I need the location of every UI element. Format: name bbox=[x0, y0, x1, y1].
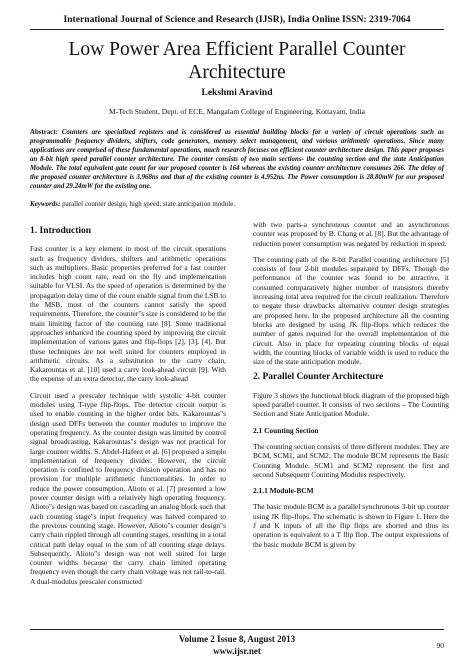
footer-volume: Volume 2 Issue 8, August 2013 bbox=[178, 634, 296, 644]
intro-paragraph-1: Fast counter is a key element in most of the circuit operations such as frequency dividers, shifters and arithmetic operations such as multipliers. Basic properties preferred for a fast counter includes high count rate, read on the fly and implementation suitable for VLSI. As the speed of operation is determined by the propagation delay time of the count enable signal from the LSB to the MSB, most of the counters cannot satisfy the speed requirements. Therefore, the counter"s size is considered to be the main limiting factor of the counting rate [8]. Some traditional approaches enhanced the counting speed by improving the circuit implementation of various gates and flip-flops [2], [3], [4]. But these techniques are not well suited for counters employed in arithmetic circuits. As a substitution to the carry chain, Kakarountas et al. [10] used a carry look-ahead circuit [9]. With the expense of an extra detector, the carry look-ahead bbox=[30, 244, 227, 384]
abstract bbox=[30, 128, 444, 191]
footer-rule bbox=[30, 629, 444, 630]
section-heading-architecture: 2. Parallel Counter Architecture bbox=[253, 372, 384, 383]
left-column bbox=[30, 227, 226, 593]
abstract-label: Abstract: bbox=[30, 129, 58, 136]
keywords bbox=[30, 200, 444, 208]
subsection-heading-counting: 2.1 Counting Section bbox=[253, 425, 319, 435]
section-heading-introduction: 1. Introduction bbox=[30, 226, 92, 236]
abstract-text: Counters are specialized registers and is considered as essential building blocks for a variety of circuit operations such as programmable frequency dividers, shifters, code generators, memory select management, and various arithmetic operations. Since many applications are comprised of these fundamental operations, much research focuses on efficient counter architecture design. This paper proposes an 8-bit high speed parallel counter architecture. The counter consists of two main sections- the counting section and the state Anticipation Module. The total equivalent gate count for our proposed counter is 164 whereas the existing counter architecture consumes 266. The delay of the proposed counter architecture is 3.968ns and that of the existing counter is 4.952ns. The Power consumption is 28.80mW for our proposed counter and 29.24mW for the existing one. bbox=[30, 129, 444, 190]
author-affiliation: M-Tech Student, Dept. of ECE, Mangalam College of Engineering, Kottayam, India bbox=[108, 107, 366, 116]
right-paragraph-2: The counting path of the 8-bit Parallel counting architecture [5] consists of four 2-bit modules separated by DFFs. Though the performance of the counter was found to be attractive, it consumed comparatively higher number of transistors thereby increasing total area required for the circuit realization. Therefore to negate these drawbacks alternative counter design strategies are proposed here. In the proposed architecture all the counting blocks are designed by using JK flip-flops which reduces the number of gates required for the overall implementation of the circuit. Also in place for repeating counting blocks of equal width, the counting blocks of variable width is used to reduce the size of the state anticipation module. bbox=[253, 254, 449, 367]
bcm-paragraph: The basic module BCM is a parallel synchronous 3-bit up counter using JK flip-flops. The schematic is shown in Figure 1. Here the J and K inputs of all the flip flops are shorted and thus its operation is equivalent to a T flip flop. The output expressions of the basic module BCM is given by bbox=[253, 502, 449, 549]
intro-paragraph-2: Circuit used a prescaler technique with systolic 4-bit counter modules using T-type flip-flops. The detector circuit output is used to enable counting in the higher order bits. Kakarountas"s design used DFFs between the counter modules to improve the operating frequency. As the counter design was limited by control signal broadcasting, Kakarountas"s design was not practical for large counter widths. S. Abdel-Hafeez et al. [6] proposed a simple implementation of frequency divider. However, the circuit operation is confined to frequency division operation and has no provision for multiple arithmetic functionalities. In order to reduce the power consumption, Alioto et al. [7] presented a low power counter design with a relatively high operating frequency. Alioto"s design was based on cascading an analog block such that each counting stage"s input frequency was halved compared to the previous counting stage. However, Alioto"s counter design"s carry chain rippled through all counting stages, resulting in a total critical path delay equal to the sum of all counting stage delays. Subsequently, Alioto"s design was not well suited for large counter widths because the carry chain limited operating frequency even though the carry chain voltage was not rail-to-rail. A dual-modulus prescaler constructed bbox=[30, 390, 226, 586]
subsubsection-heading-bcm: 2.1.1 Module-BCM bbox=[253, 486, 314, 496]
journal-header: International Journal of Science and Research (IJSR), India Online ISSN: 2319-7064 bbox=[63, 14, 411, 25]
page-number: 90 bbox=[436, 641, 444, 650]
keywords-label: Keywords: bbox=[30, 200, 61, 208]
right-column bbox=[253, 220, 449, 556]
counting-section-paragraph: The counting section consists of three different modules. They are BCM, SCM1, and SCM2. The module BCM represents the Basic Counting Module. SCM1 and SCM2 represent the first and second Subsequent Counting Modules respectively. bbox=[253, 441, 449, 479]
header-rule bbox=[30, 29, 444, 30]
keywords-text: parallel counter design, high speed, state anticipation module. bbox=[62, 200, 236, 208]
author-name: Lekshmi Aravind bbox=[201, 88, 273, 98]
paper-title: Low Power Area Efficient Parallel Counter Architecture bbox=[68, 39, 406, 83]
architecture-paragraph: Figure 3 shows the functional block diagram of the proposed high speed parallel counter. It consists of two sections – The Counting Section and State Anticipation Module. bbox=[253, 390, 449, 419]
footer-url[interactable]: www.ijsr.net bbox=[213, 646, 261, 656]
right-paragraph-1: with two parts-a synchronous counter and an asynchronous counter was proposed by B. Chang et al. [8]. But the advantage of reduction power consumption was negated by reduction in speed. bbox=[253, 220, 449, 248]
